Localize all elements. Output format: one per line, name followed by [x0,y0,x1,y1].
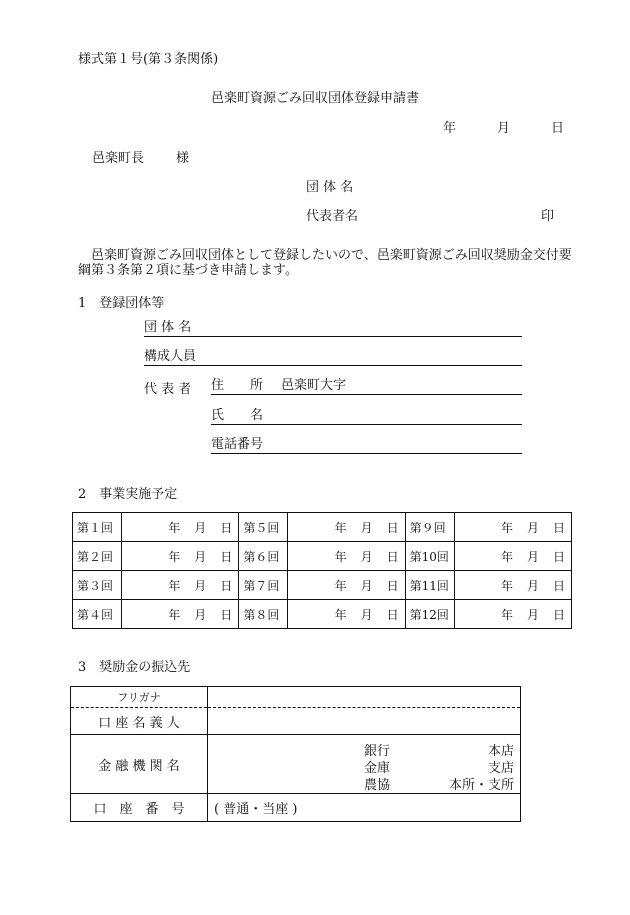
address-label: 住 所 [211,378,264,393]
seal-mark: 印 [541,209,555,224]
schedule-date-field[interactable] [454,513,571,542]
schedule-round-label: 第10回 [405,542,454,571]
schedule-date-year: 年 [168,578,181,593]
section1-heading: 1 登録団体等 [78,296,165,311]
schedule-date-month: 月 [360,520,373,535]
institution-field[interactable] [208,735,521,794]
schedule-date-month: 月 [194,549,207,564]
schedule-row [73,571,572,600]
schedule-date-month: 月 [194,520,207,535]
schedule-date-month: 月 [194,607,207,622]
schedule-date-year: 年 [334,549,347,564]
holder-label: 口 座 名 義 人 [71,708,208,735]
bank-type-shinkin: 金庫 [364,761,391,776]
schedule-row [73,513,572,542]
schedule-date-year: 年 [168,549,181,564]
schedule-round-label: 第４回 [73,600,122,629]
schedule-date-year: 年 [500,520,513,535]
schedule-date-day: 日 [386,549,399,564]
schedule-date-month: 月 [526,549,539,564]
date-year: 年 [443,121,457,136]
schedule-date-field[interactable] [288,542,405,571]
schedule-date-field[interactable] [454,571,571,600]
applicant-rep-label: 代表者名 [306,209,359,224]
body-text: 邑楽町資源ごみ回収団体として登録したいので、邑楽町資源ごみ回収奨励金交付要綱第３条第２項に基づき申請します。 [78,248,572,278]
schedule-date-day: 日 [386,520,399,535]
furigana-field[interactable] [208,687,521,708]
schedule-round-label: 第５回 [239,513,288,542]
schedule-date-month: 月 [526,520,539,535]
schedule-date-day: 日 [552,549,565,564]
bank-table [70,686,521,822]
schedule-round-label: 第12回 [405,600,454,629]
schedule-date-field[interactable] [288,571,405,600]
schedule-date-day: 日 [220,549,233,564]
schedule-date-field[interactable] [122,513,239,542]
address-field[interactable] [211,376,522,395]
rep-name-label: 氏 名 [211,408,264,423]
section2-heading: 2 事業実施予定 [78,487,178,502]
head-office-label: 本店 [487,744,514,759]
schedule-date-day: 日 [386,578,399,593]
schedule-round-label: 第２回 [73,542,122,571]
date-day: 日 [551,121,565,136]
form-number: 様式第１号(第３条関係) [78,52,219,67]
schedule-date-field[interactable] [122,600,239,629]
address-value: 邑楽町大字 [281,378,347,393]
branch-label: 支店 [487,761,514,776]
phone-label: 電話番号 [211,437,264,452]
section3-heading: 3 奨励金の振込先 [78,660,191,675]
schedule-date-day: 日 [220,520,233,535]
schedule-date-year: 年 [500,578,513,593]
holder-field[interactable] [208,708,521,735]
schedule-date-field[interactable] [454,600,571,629]
schedule-date-month: 月 [360,607,373,622]
schedule-date-day: 日 [552,607,565,622]
schedule-round-label: 第１回 [73,513,122,542]
schedule-date-field[interactable] [454,542,571,571]
schedule-date-month: 月 [360,578,373,593]
date-month: 月 [497,121,511,136]
schedule-round-label: 第３回 [73,571,122,600]
schedule-date-month: 月 [360,549,373,564]
rep-name-field[interactable] [211,406,522,425]
schedule-date-month: 月 [194,578,207,593]
account-type: ( 普通・当座 ) [214,802,298,817]
schedule-date-year: 年 [168,520,181,535]
schedule-date-year: 年 [334,607,347,622]
schedule-round-label: 第11回 [405,571,454,600]
schedule-date-day: 日 [386,607,399,622]
schedule-date-field[interactable] [122,571,239,600]
schedule-date-year: 年 [500,549,513,564]
schedule-round-label: 第８回 [239,600,288,629]
group-name-label: 団 体 名 [144,320,192,335]
group-name-field[interactable] [144,318,522,337]
schedule-date-month: 月 [526,607,539,622]
phone-field[interactable] [211,435,522,454]
document-title: 邑楽町資源ごみ回収団体登録申請書 [210,91,419,106]
schedule-date-day: 日 [220,578,233,593]
schedule-date-field[interactable] [288,513,405,542]
schedule-row [73,600,572,629]
schedule-table [72,512,572,629]
schedule-date-year: 年 [334,578,347,593]
schedule-date-year: 年 [500,607,513,622]
schedule-row [73,542,572,571]
schedule-date-day: 日 [220,607,233,622]
members-label: 構成人員 [144,349,197,364]
head-or-branch-label: 本所・支所 [448,778,514,793]
schedule-round-label: 第６回 [239,542,288,571]
recipient-name: 邑楽町長 [92,151,145,166]
applicant-group-label: 団 体 名 [306,180,354,195]
bank-type-bank: 銀行 [364,744,391,759]
schedule-date-day: 日 [552,520,565,535]
schedule-round-label: 第７回 [239,571,288,600]
furigana-label: フリガナ [71,687,208,708]
institution-label: 金 融 機 関 名 [71,735,208,794]
schedule-date-month: 月 [526,578,539,593]
schedule-date-year: 年 [168,607,181,622]
members-field[interactable] [144,347,522,366]
schedule-date-year: 年 [334,520,347,535]
recipient-honorific: 様 [176,151,190,166]
account-number-label: 口 座 番 号 [71,794,208,822]
schedule-round-label: 第９回 [405,513,454,542]
schedule-date-field[interactable] [288,600,405,629]
bank-type-nokyo: 農協 [364,778,391,793]
schedule-date-day: 日 [552,578,565,593]
rep-label: 代 表 者 [144,382,192,397]
account-number-field[interactable] [208,794,521,822]
schedule-date-field[interactable] [122,542,239,571]
